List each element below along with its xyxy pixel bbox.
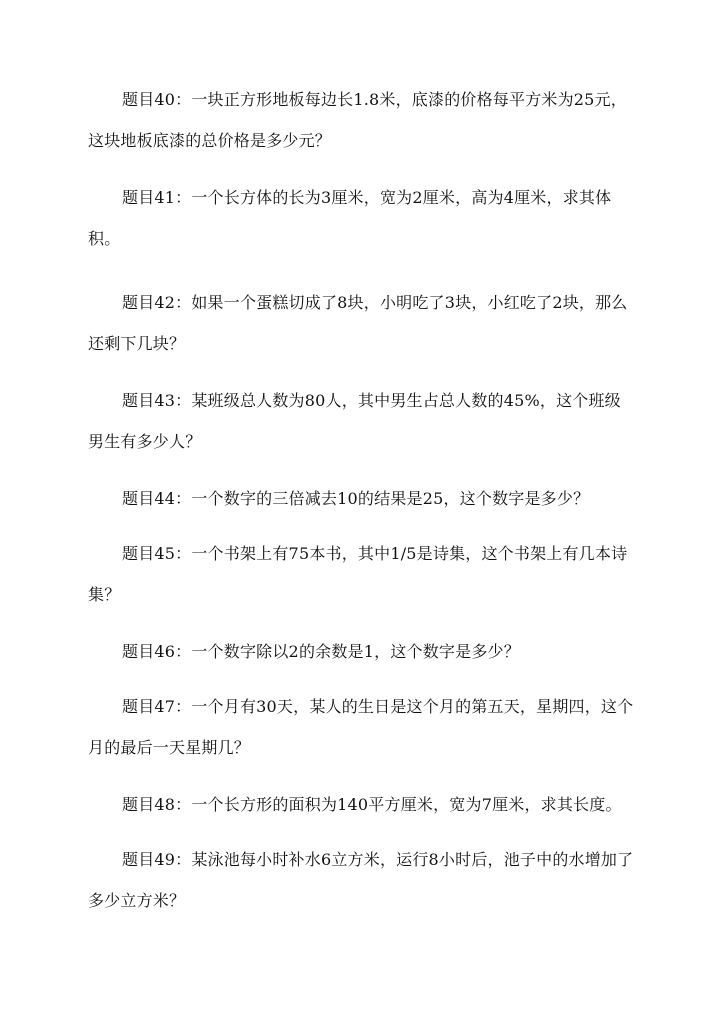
question-40: 题目40：一块正方形地板每边长1.8米，底漆的价格每平方米为25元，这块地板底漆的总价格是多少元？ [88, 90, 627, 150]
question-41: 题目41：一个长方体的长为3厘米，宽为2厘米，高为4厘米，求其体积。 [88, 188, 612, 248]
question-48: 题目48：一个长方形的面积为140平方厘米，宽为7厘米，求其长度。 [122, 795, 622, 814]
question-46: 题目46：一个数字除以2的余数是1，这个数字是多少？ [122, 642, 520, 661]
question-43: 题目43：某班级总人数为80人，其中男生占总人数的45%，这个班级男生有多少人？ [88, 391, 621, 451]
question-42: 题目42：如果一个蛋糕切成了8块，小明吃了3块，小红吃了2块，那么还剩下几块？ [88, 293, 628, 353]
question-45: 题目45：一个书架上有75本书，其中1/5是诗集，这个书架上有几本诗集？ [88, 544, 628, 604]
question-44: 题目44：一个数字的三倍减去10的结果是25，这个数字是多少？ [122, 489, 590, 508]
question-49: 题目49：某泳池每小时补水6立方米，运行8小时后，池子中的水增加了多少立方米？ [88, 850, 634, 910]
question-47: 题目47：一个月有30天，某人的生日是这个月的第五天，星期四，这个月的最后一天星期几？ [88, 697, 634, 757]
